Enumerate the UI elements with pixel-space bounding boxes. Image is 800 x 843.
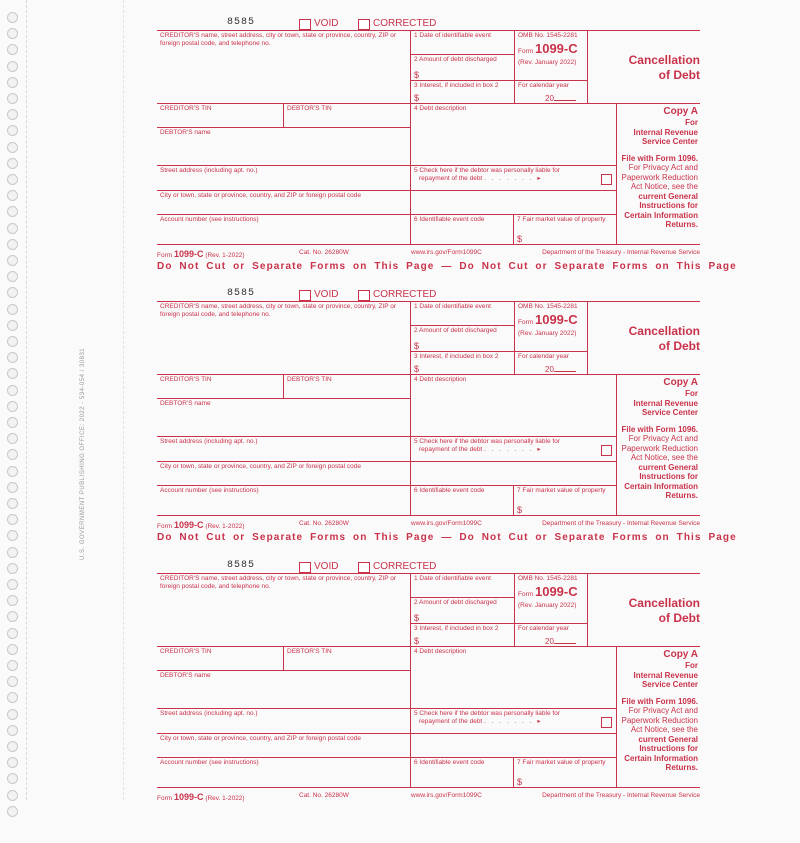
form-1099c bbox=[157, 288, 737, 571]
privacy-line5: Instructions for bbox=[639, 472, 698, 481]
footer-cat-no: Cat. No. 26280W bbox=[299, 520, 349, 527]
sprocket-hole bbox=[7, 158, 18, 169]
sprocket-hole bbox=[7, 498, 18, 509]
sprocket-hole bbox=[7, 628, 18, 639]
sprocket-hole bbox=[7, 676, 18, 687]
box5-checkbox[interactable] bbox=[601, 717, 612, 728]
copy-for: For bbox=[685, 389, 698, 398]
privacy-line3: Act Notice, see the bbox=[630, 182, 698, 191]
copy-irs-line2: Service Center bbox=[641, 680, 698, 689]
debtor-tin-field[interactable] bbox=[284, 104, 411, 128]
sprocket-hole bbox=[7, 514, 18, 525]
form-name: 1099-C bbox=[534, 311, 578, 327]
privacy-line2: Paperwork Reduction bbox=[621, 443, 698, 453]
box2-label: 2 Amount of debt discharged bbox=[414, 327, 497, 334]
form-1099c bbox=[157, 560, 700, 843]
debtor-name-field[interactable] bbox=[157, 128, 411, 166]
sprocket-hole bbox=[7, 482, 18, 493]
box6-field[interactable] bbox=[411, 486, 514, 515]
sprocket-hole bbox=[7, 757, 18, 768]
form-id-cell bbox=[515, 31, 588, 81]
sprocket-hole bbox=[7, 61, 18, 72]
sprocket-hole bbox=[7, 644, 18, 655]
footer-form-name: 1099-C bbox=[173, 249, 204, 259]
title-cancellation: Cancellation bbox=[628, 53, 700, 67]
sprocket-hole bbox=[7, 206, 18, 217]
box7-dollar: $ bbox=[517, 233, 523, 244]
printer-side-text: U.S. GOVERNMENT PUBLISHING OFFICE: 2022 - 534-054 / 30831 bbox=[80, 347, 86, 560]
calendar-year-field[interactable] bbox=[515, 624, 588, 647]
void-checkbox[interactable] bbox=[299, 562, 311, 573]
sprocket-hole bbox=[7, 28, 18, 39]
creditor-tin-label: CREDITOR'S TIN bbox=[160, 105, 212, 112]
footer-form-prefix: Form bbox=[157, 252, 173, 259]
box7-label: 7 Fair market value of property bbox=[517, 759, 606, 766]
footer-cat-no: Cat. No. 26280W bbox=[299, 792, 349, 799]
footer-department: Department of the Treasury - Internal Revenue Service bbox=[542, 520, 700, 527]
box5-field: 5 Check here if the debtor was personally liable for repayment of the debt . . . . . . . ▸ bbox=[411, 437, 617, 462]
form-prefix: Form bbox=[518, 47, 534, 55]
box7-label: 7 Fair market value of property bbox=[517, 216, 606, 223]
creditor-tin-field[interactable] bbox=[157, 647, 284, 671]
debtor-tin-label: DEBTOR'S TIN bbox=[287, 648, 332, 655]
box1-label: 1 Date of identifiable event bbox=[414, 303, 491, 310]
street-address-label: Street address (including apt. no.) bbox=[160, 438, 258, 445]
sprocket-hole bbox=[7, 449, 18, 460]
title-area bbox=[588, 31, 700, 104]
box4-field[interactable] bbox=[411, 104, 617, 166]
account-number-field[interactable] bbox=[157, 215, 411, 244]
box6-field[interactable] bbox=[411, 758, 514, 787]
privacy-line5: Instructions for bbox=[639, 201, 698, 210]
omb-number: OMB No. 1545-2281 bbox=[518, 575, 578, 582]
privacy-line1: For Privacy Act and bbox=[628, 706, 698, 715]
form-revision: (Rev. January 2022) bbox=[518, 59, 577, 66]
footer-form-name: 1099-C bbox=[173, 792, 204, 802]
void-label: VOID bbox=[314, 561, 339, 572]
privacy-line7: Returns. bbox=[665, 491, 698, 500]
privacy-line3: Act Notice, see the bbox=[630, 725, 698, 734]
box7-dollar: $ bbox=[517, 776, 523, 787]
form-code: 8585 bbox=[227, 560, 256, 571]
do-not-cut-notice: Do Not Cut or Separate Forms on This Page — Do Not Cut or Separate Forms on This Page bbox=[157, 261, 737, 272]
void-label: VOID bbox=[314, 289, 339, 300]
box7-dollar: $ bbox=[517, 504, 523, 515]
street-address-field[interactable] bbox=[157, 437, 411, 462]
account-number-field[interactable] bbox=[157, 758, 411, 787]
sprocket-hole bbox=[7, 287, 18, 298]
sprocket-hole bbox=[7, 401, 18, 412]
form-grid bbox=[157, 573, 700, 788]
sprocket-hole bbox=[7, 109, 18, 120]
debtor-name-label: DEBTOR'S name bbox=[160, 400, 211, 407]
debtor-tin-label: DEBTOR'S TIN bbox=[287, 105, 332, 112]
creditor-info-label: CREDITOR'S name, street address, city or town, state or province, country, ZIP or foreign postal code, and telephone no. bbox=[160, 303, 397, 318]
box6-field[interactable] bbox=[411, 215, 514, 244]
sprocket-hole bbox=[7, 579, 18, 590]
sprocket-hole bbox=[7, 790, 18, 801]
omb-number: OMB No. 1545-2281 bbox=[518, 32, 578, 39]
city-label: City or town, state or province, country, and ZIP or foreign postal code bbox=[160, 463, 361, 470]
sprocket-hole bbox=[7, 174, 18, 185]
box2-field[interactable] bbox=[411, 326, 515, 352]
form-id-cell bbox=[515, 574, 588, 624]
privacy-line7: Returns. bbox=[665, 763, 698, 772]
footer-form-id bbox=[157, 520, 245, 530]
footer-form-id bbox=[157, 792, 245, 802]
form-code: 8585 bbox=[227, 288, 256, 299]
sprocket-hole bbox=[7, 336, 18, 347]
sprocket-hole bbox=[7, 547, 18, 558]
calendar-year-field[interactable] bbox=[515, 81, 588, 104]
box2-dollar: $ bbox=[414, 340, 420, 351]
copy-a-panel bbox=[617, 375, 700, 515]
corrected-label: CORRECTED bbox=[373, 289, 437, 300]
form-id-cell bbox=[515, 302, 588, 352]
box1-field[interactable] bbox=[411, 574, 515, 598]
box5-label-line1: 5 Check here if the debtor was personally liable for bbox=[414, 167, 560, 174]
account-number-label: Account number (see instructions) bbox=[160, 759, 259, 766]
box7-field[interactable] bbox=[514, 215, 617, 244]
box7-field[interactable] bbox=[514, 758, 617, 787]
sprocket-hole bbox=[7, 223, 18, 234]
sprocket-hole bbox=[7, 255, 18, 266]
box3-label: 3 Interest, if included in box 2 bbox=[414, 353, 499, 360]
form-grid bbox=[157, 30, 700, 245]
privacy-line2: Paperwork Reduction bbox=[621, 715, 698, 725]
privacy-line3: Act Notice, see the bbox=[630, 453, 698, 462]
sprocket-hole bbox=[7, 806, 18, 817]
sprocket-hole bbox=[7, 692, 18, 703]
box1-field[interactable] bbox=[411, 302, 515, 326]
corrected-label: CORRECTED bbox=[373, 561, 437, 572]
box2-field[interactable] bbox=[411, 55, 515, 81]
omb-number: OMB No. 1545-2281 bbox=[518, 303, 578, 310]
title-of-debt: of Debt bbox=[658, 68, 700, 82]
copy-a-title: Copy A bbox=[663, 106, 698, 117]
form-revision: (Rev. January 2022) bbox=[518, 330, 577, 337]
box4-field[interactable] bbox=[411, 647, 617, 709]
corrected-checkbox[interactable] bbox=[358, 19, 370, 30]
box7-label: 7 Fair market value of property bbox=[517, 487, 606, 494]
creditor-info-field[interactable] bbox=[157, 302, 411, 375]
city-field[interactable] bbox=[157, 734, 411, 758]
footer-url: www.irs.gov/Form1099C bbox=[411, 520, 482, 527]
box7-field[interactable] bbox=[514, 486, 617, 515]
copy-a-panel bbox=[617, 104, 700, 244]
box2-dollar: $ bbox=[414, 69, 420, 80]
footer-cat-no: Cat. No. 26280W bbox=[299, 249, 349, 256]
account-number-label: Account number (see instructions) bbox=[160, 216, 259, 223]
privacy-line7: Returns. bbox=[665, 220, 698, 229]
form-grid bbox=[157, 301, 700, 516]
corrected-checkbox[interactable] bbox=[358, 290, 370, 301]
account-number-label: Account number (see instructions) bbox=[160, 487, 259, 494]
title-of-debt: of Debt bbox=[658, 339, 700, 353]
debtor-name-label: DEBTOR'S name bbox=[160, 672, 211, 679]
box6-label: 6 Identifiable event code bbox=[414, 759, 485, 766]
creditor-info-field[interactable] bbox=[157, 31, 411, 104]
city-field[interactable] bbox=[157, 462, 411, 486]
street-address-label: Street address (including apt. no.) bbox=[160, 710, 258, 717]
privacy-line4: current General bbox=[638, 734, 698, 744]
sprocket-hole bbox=[7, 530, 18, 541]
void-label: VOID bbox=[314, 18, 339, 29]
box3-dollar: $ bbox=[414, 363, 420, 374]
sprocket-hole bbox=[7, 709, 18, 720]
box5-field: 5 Check here if the debtor was personally liable for repayment of the debt . . . . . . . ▸ bbox=[411, 166, 617, 191]
creditor-info-label: CREDITOR'S name, street address, city or town, state or province, country, ZIP or foreign postal code, and telephone no. bbox=[160, 32, 397, 47]
privacy-line6: Certain Information bbox=[624, 481, 698, 491]
account-number-field[interactable] bbox=[157, 486, 411, 515]
box1-label: 1 Date of identifiable event bbox=[414, 32, 491, 39]
sprocket-hole bbox=[7, 466, 18, 477]
box2-label: 2 Amount of debt discharged bbox=[414, 56, 497, 63]
void-checkbox[interactable] bbox=[299, 290, 311, 301]
year-prefix: 20 bbox=[545, 636, 554, 646]
box5-label-line2: repayment of the debt bbox=[419, 717, 483, 725]
copy-for: For bbox=[685, 661, 698, 670]
box1-field[interactable] bbox=[411, 31, 515, 55]
sprocket-hole bbox=[7, 595, 18, 606]
privacy-line6: Certain Information bbox=[624, 753, 698, 763]
box6-label: 6 Identifiable event code bbox=[414, 216, 485, 223]
title-of-debt: of Debt bbox=[658, 611, 700, 625]
calendar-year-field[interactable] bbox=[515, 352, 588, 375]
sprocket-hole bbox=[7, 725, 18, 736]
box5-spacer bbox=[411, 734, 617, 758]
box6-label: 6 Identifiable event code bbox=[414, 487, 485, 494]
street-address-label: Street address (including apt. no.) bbox=[160, 167, 258, 174]
box5-spacer bbox=[411, 462, 617, 486]
form-1099c bbox=[157, 17, 737, 300]
creditor-tin-field[interactable] bbox=[157, 375, 284, 399]
box3-field[interactable] bbox=[411, 624, 515, 647]
footer-form-name: 1099-C bbox=[173, 520, 204, 530]
title-area bbox=[588, 302, 700, 375]
perforation-line-inner bbox=[123, 0, 124, 800]
privacy-line6: Certain Information bbox=[624, 210, 698, 220]
void-checkbox[interactable] bbox=[299, 19, 311, 30]
box5-checkbox[interactable] bbox=[601, 174, 612, 185]
sprocket-hole bbox=[7, 385, 18, 396]
copy-irs-line2: Service Center bbox=[641, 408, 698, 417]
box2-dollar: $ bbox=[414, 612, 420, 623]
copy-irs-line2: Service Center bbox=[641, 137, 698, 146]
box5-field: 5 Check here if the debtor was personally liable for repayment of the debt . . . . . . . ▸ bbox=[411, 709, 617, 734]
sprocket-hole bbox=[7, 12, 18, 23]
form-prefix: Form bbox=[518, 590, 534, 598]
sprocket-hole bbox=[7, 660, 18, 671]
creditor-tin-label: CREDITOR'S TIN bbox=[160, 648, 212, 655]
sprocket-hole bbox=[7, 93, 18, 104]
form-prefix: Form bbox=[518, 318, 534, 326]
privacy-line1: For Privacy Act and bbox=[628, 163, 698, 172]
calendar-year-label: For calendar year bbox=[518, 625, 569, 632]
sprocket-hole bbox=[7, 125, 18, 136]
copy-irs-line1: Internal Revenue bbox=[633, 670, 698, 680]
creditor-tin-field[interactable] bbox=[157, 104, 284, 128]
title-cancellation: Cancellation bbox=[628, 596, 700, 610]
year-prefix: 20 bbox=[545, 93, 554, 103]
debtor-name-field[interactable] bbox=[157, 671, 411, 709]
box5-spacer bbox=[411, 191, 617, 215]
box3-label: 3 Interest, if included in box 2 bbox=[414, 82, 499, 89]
footer-department: Department of the Treasury - Internal Revenue Service bbox=[542, 249, 700, 256]
sprocket-hole bbox=[7, 320, 18, 331]
box5-label-line1: 5 Check here if the debtor was personally liable for bbox=[414, 438, 560, 445]
street-address-field[interactable] bbox=[157, 166, 411, 191]
sprocket-hole bbox=[7, 417, 18, 428]
file-with-1096: File with Form 1096. bbox=[621, 424, 698, 434]
copy-irs-line1: Internal Revenue bbox=[633, 398, 698, 408]
box2-label: 2 Amount of debt discharged bbox=[414, 599, 497, 606]
sprocket-hole bbox=[7, 433, 18, 444]
sprocket-hole bbox=[7, 44, 18, 55]
corrected-label: CORRECTED bbox=[373, 18, 437, 29]
debtor-name-label: DEBTOR'S name bbox=[160, 129, 211, 136]
corrected-checkbox[interactable] bbox=[358, 562, 370, 573]
debtor-tin-field[interactable] bbox=[284, 375, 411, 399]
creditor-info-field[interactable] bbox=[157, 574, 411, 647]
footer-url: www.irs.gov/Form1099C bbox=[411, 249, 482, 256]
form-name: 1099-C bbox=[534, 40, 578, 56]
footer-revision: (Rev. 1-2022) bbox=[205, 795, 245, 802]
sprocket-hole bbox=[7, 741, 18, 752]
copy-a-title: Copy A bbox=[663, 377, 698, 388]
form-code: 8585 bbox=[227, 17, 256, 28]
privacy-line4: current General bbox=[638, 462, 698, 472]
sprocket-hole bbox=[7, 563, 18, 574]
form-revision: (Rev. January 2022) bbox=[518, 602, 577, 609]
year-prefix: 20 bbox=[545, 364, 554, 374]
city-label: City or town, state or province, country, and ZIP or foreign postal code bbox=[160, 735, 361, 742]
privacy-line5: Instructions for bbox=[639, 744, 698, 753]
file-with-1096: File with Form 1096. bbox=[621, 696, 698, 706]
sprocket-hole bbox=[7, 304, 18, 315]
box3-field[interactable] bbox=[411, 352, 515, 375]
box3-dollar: $ bbox=[414, 92, 420, 103]
do-not-cut-notice: Do Not Cut or Separate Forms on This Page — Do Not Cut or Separate Forms on This Page bbox=[157, 532, 737, 543]
sprocket-hole bbox=[7, 239, 18, 250]
sprocket-hole bbox=[7, 142, 18, 153]
form-name: 1099-C bbox=[534, 583, 578, 599]
box3-label: 3 Interest, if included in box 2 bbox=[414, 625, 499, 632]
city-label: City or town, state or province, country, and ZIP or foreign postal code bbox=[160, 192, 361, 199]
box4-label: 4 Debt description bbox=[414, 648, 467, 655]
box2-field[interactable] bbox=[411, 598, 515, 624]
box5-label-line2: repayment of the debt bbox=[419, 174, 483, 182]
debtor-name-field[interactable] bbox=[157, 399, 411, 437]
sprocket-hole bbox=[7, 190, 18, 201]
sprocket-strip bbox=[0, 0, 24, 800]
copy-a-panel bbox=[617, 647, 700, 787]
creditor-info-label: CREDITOR'S name, street address, city or town, state or province, country, ZIP or foreign postal code, and telephone no. bbox=[160, 575, 397, 590]
sprocket-hole bbox=[7, 77, 18, 88]
copy-for: For bbox=[685, 118, 698, 127]
sprocket-hole bbox=[7, 352, 18, 363]
sprocket-hole bbox=[7, 773, 18, 784]
footer-revision: (Rev. 1-2022) bbox=[205, 523, 245, 530]
calendar-year-label: For calendar year bbox=[518, 353, 569, 360]
box3-field[interactable] bbox=[411, 81, 515, 104]
box3-dollar: $ bbox=[414, 635, 420, 646]
box4-label: 4 Debt description bbox=[414, 105, 467, 112]
street-address-field[interactable] bbox=[157, 709, 411, 734]
box1-label: 1 Date of identifiable event bbox=[414, 575, 491, 582]
title-cancellation: Cancellation bbox=[628, 324, 700, 338]
footer-form-prefix: Form bbox=[157, 523, 173, 530]
debtor-tin-field[interactable] bbox=[284, 647, 411, 671]
calendar-year-label: For calendar year bbox=[518, 82, 569, 89]
city-field[interactable] bbox=[157, 191, 411, 215]
box5-checkbox[interactable] bbox=[601, 445, 612, 456]
sprocket-hole bbox=[7, 271, 18, 282]
sprocket-hole bbox=[7, 611, 18, 622]
title-area bbox=[588, 574, 700, 647]
box5-label-line1: 5 Check here if the debtor was personally liable for bbox=[414, 710, 560, 717]
footer-url: www.irs.gov/Form1099C bbox=[411, 792, 482, 799]
sprocket-hole bbox=[7, 368, 18, 379]
footer-form-id bbox=[157, 249, 245, 259]
box5-label-line2: repayment of the debt bbox=[419, 445, 483, 453]
debtor-tin-label: DEBTOR'S TIN bbox=[287, 376, 332, 383]
box4-label: 4 Debt description bbox=[414, 376, 467, 383]
box4-field[interactable] bbox=[411, 375, 617, 437]
copy-a-title: Copy A bbox=[663, 649, 698, 660]
privacy-line2: Paperwork Reduction bbox=[621, 172, 698, 182]
creditor-tin-label: CREDITOR'S TIN bbox=[160, 376, 212, 383]
footer-revision: (Rev. 1-2022) bbox=[205, 252, 245, 259]
file-with-1096: File with Form 1096. bbox=[621, 153, 698, 163]
footer-form-prefix: Form bbox=[157, 795, 173, 802]
copy-irs-line1: Internal Revenue bbox=[633, 127, 698, 137]
perforation-line bbox=[26, 0, 27, 800]
privacy-line4: current General bbox=[638, 191, 698, 201]
privacy-line1: For Privacy Act and bbox=[628, 434, 698, 443]
footer-department: Department of the Treasury - Internal Revenue Service bbox=[542, 792, 700, 799]
